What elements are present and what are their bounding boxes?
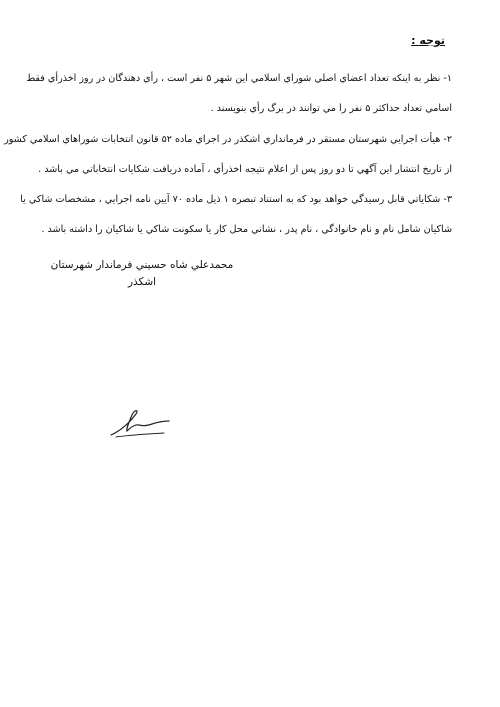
- notice-item-3-line-1: ۳- شکاياتي قابل رسيدگي خواهد بود که به استناد تبصره ۱ ذيل ماده ۷۰ آيين نامه اجرايي ، مشخصات شاکي يا: [20, 194, 452, 205]
- signer-name-title: محمدعلي شاه حسيني فرماندار شهرستان: [50, 259, 234, 271]
- notice-item-3: [20, 185, 452, 245]
- notice-item-1-line-2: اسامي تعداد حداکثر ۵ نفر را مي توانند در برگ رأي بنويسند .: [210, 103, 452, 114]
- notice-item-2-line-2: از تاريخ انتشار اين آگهي تا دو روز پس از اعلام نتيجه اخذرأي ، آماده دريافت شکايات انتخاباتي مي باشد .: [38, 164, 452, 175]
- handwritten-signature: [108, 404, 172, 440]
- signer-city: اشکذر: [127, 276, 157, 288]
- signer-block: [42, 257, 242, 291]
- notice-item-2: [4, 125, 452, 185]
- notice-item-1-line-1: ۱- نظر به اینکه تعداد اعضاي اصلي شوراي اسلامي اين شهر ۵ نفر است ، رأي دهندگان در روز اخذرأي فقط: [26, 73, 452, 84]
- notice-heading: توجه :: [411, 34, 445, 47]
- notice-item-1: [26, 64, 452, 124]
- notice-item-2-line-1: ۲- هيأت اجرايي شهرستان مستقر در فرمانداري اشکذر در اجراي ماده ۵۲ قانون انتخابات شوراهاي اسلامي کشور: [4, 134, 452, 145]
- notice-item-3-line-2: شاکيان شامل نام و نام خانوادگي ، نام پدر ، نشاني محل کار يا سکونت شاکي يا شاکيان را داشته باشد .: [41, 224, 452, 235]
